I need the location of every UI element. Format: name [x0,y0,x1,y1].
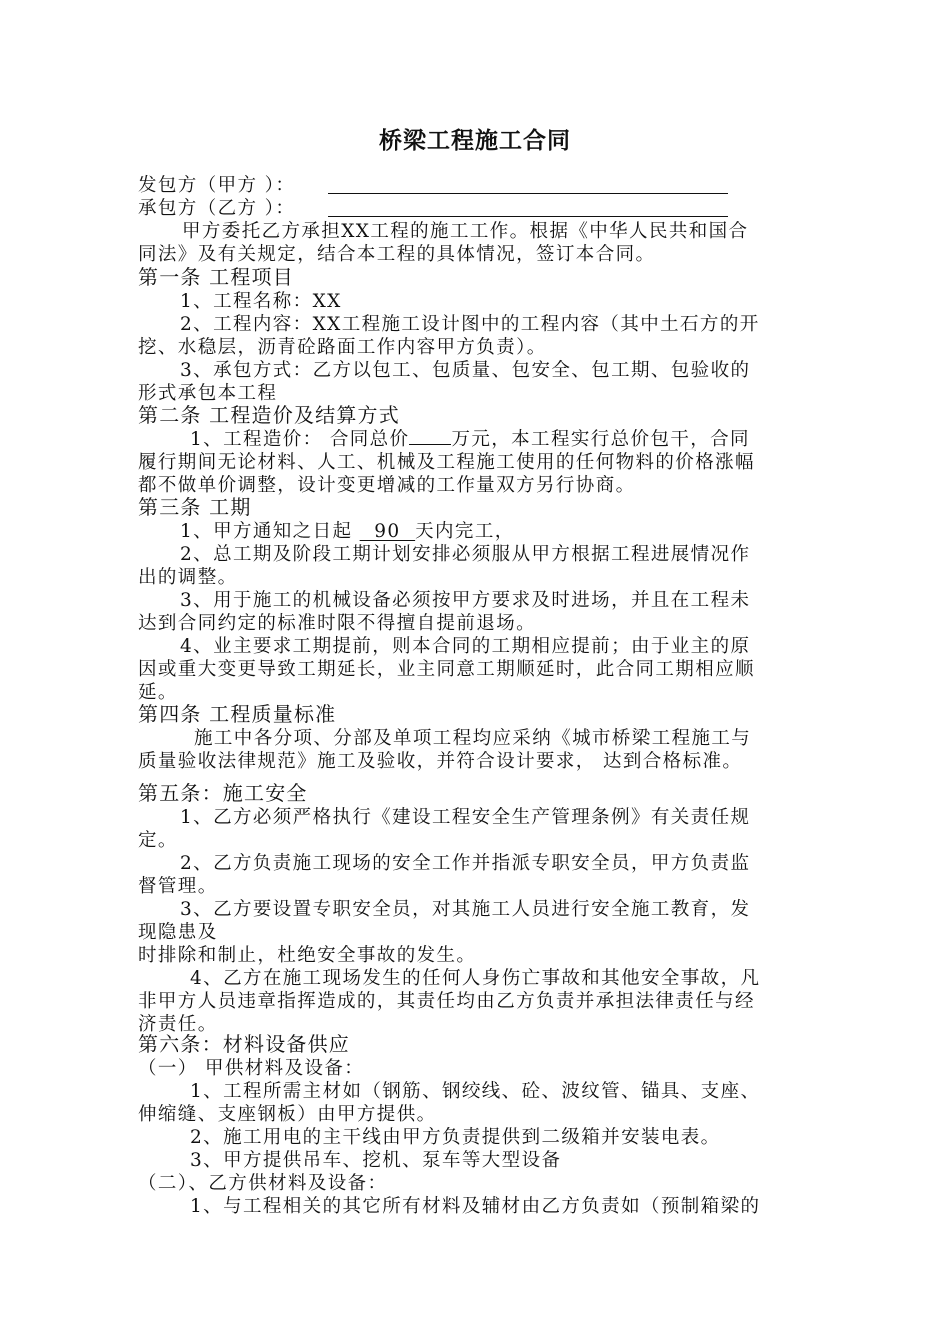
art1-line-2: 2、工程内容：XX工程施工设计图中的工程内容（其中土石方的开 [180,314,760,335]
art1-line-5: 形式承包本工程 [138,383,278,404]
art2-line-2: 履行期间无论材料、人工、机械及工程施工使用的任何物料的价格涨幅 [138,452,755,473]
art4-line-2: 质量验收法律规范》施工及验收，并符合设计要求， 达到合格标准。 [138,751,743,772]
art6-line-1: （一） 甲供材料及设备： [138,1058,365,1079]
document-title: 桥梁工程施工合同 [379,128,571,154]
art3-line-1 [180,520,515,543]
art3-line-5: 达到合同约定的标准时限不得擅自提前退场。 [138,613,537,634]
article-1-heading: 第一条 工程项目 [138,265,294,289]
art6-line-7: 1、与工程相关的其它所有材料及辅材由乙方负责如（预制箱梁的 [190,1196,761,1217]
art1-line-3: 挖、水稳层，沥青砼路面工作内容甲方负责）。 [138,337,547,358]
art5-line-1: 1、乙方必须严格执行《建设工程安全生产管理条例》有关责任规 [180,807,751,828]
price-blank [409,428,451,445]
art5-line-9: 非甲方人员违章指挥造成的，其责任均由乙方负责并承担法律责任与经 [138,991,755,1012]
art5-line-10: 济责任。 [138,1014,218,1035]
art5-line-2: 定。 [138,830,178,851]
article-4-heading: 第四条 工程质量标准 [138,702,337,726]
party-b-label: 承包方（乙方 ）： [138,198,296,219]
art4-line-1: 施工中各分项、分部及单项工程均应采纳《城市桥梁工程施工与 [194,728,752,749]
art5-line-3: 2、乙方负责施工现场的安全工作并指派专职安全员，甲方负责监 [180,853,751,874]
article-6-heading: 第六条：材料设备供应 [138,1032,350,1056]
article-3-heading: 第三条 工期 [138,495,252,519]
art6-line-6: （二）、乙方供材料及设备： [138,1173,388,1194]
art5-line-7: 时排除和制止，杜绝安全事故的发生。 [138,945,477,966]
intro-line-2: 同法》及有关规定，结合本工程的具体情况，签订本合同。 [138,244,656,265]
duration-label: 1、甲方通知之日起 [180,521,353,542]
art2-line-3: 都不做单价调整，设计变更增减的工作量双方另行协商。 [138,475,636,496]
article-5-heading: 第五条：施工安全 [138,781,308,805]
art3-line-2: 2、总工期及阶段工期计划安排必须服从甲方根据工程进展情况作 [180,544,751,565]
art6-line-5: 3、甲方提供吊车、挖机、泵车等大型设备 [190,1150,562,1171]
art1-line-4: 3、承包方式：乙方以包工、包质量、包安全、包工期、包验收的 [180,360,751,381]
intro-line-1: 甲方委托乙方承担XX工程的施工工作。根据《中华人民共和国合 [182,221,749,242]
duration-suffix: 天内完工， [415,521,515,542]
duration-days: 90 [359,521,416,542]
party-a-label: 发包方（甲方 ）： [138,175,296,196]
art5-line-8: 4、乙方在施工现场发生的任何人身伤亡事故和其他安全事故，凡 [190,968,761,989]
art6-line-3: 伸缩缝、支座钢板）由甲方提供。 [138,1104,437,1125]
art1-line-1: 1、工程名称：XX [180,291,342,312]
price-suffix: 万元，本工程实行总价包干，合同 [451,429,750,450]
party-a-blank-line [328,193,728,194]
art5-line-5: 3、乙方要设置专职安全员，对其施工人员进行安全施工教育，发 [180,899,751,920]
party-b-blank-line [328,216,728,217]
art3-line-4: 3、用于施工的机械设备必须按甲方要求及时进场，并且在工程未 [180,590,751,611]
art3-line-8: 延。 [138,682,178,703]
art5-line-6: 现隐患及 [138,922,218,943]
art5-line-4: 督管理。 [138,876,218,897]
price-label: 1、工程造价： 合同总价 [190,429,410,450]
art6-line-4: 2、施工用电的主干线由甲方负责提供到二级箱并安装电表。 [190,1127,721,1148]
article-2-heading: 第二条 工程造价及结算方式 [138,403,400,427]
art2-line-1 [190,428,750,451]
art6-line-2: 1、工程所需主材如（钢筋、钢绞线、砼、波纹管、锚具、支座、 [190,1081,761,1102]
art3-line-7: 因或重大变更导致工期延长，业主同意工期顺延时，此合同工期相应顺 [138,659,755,680]
art3-line-3: 出的调整。 [138,567,238,588]
art3-line-6: 4、业主要求工期提前，则本合同的工期相应提前；由于业主的原 [180,636,751,657]
